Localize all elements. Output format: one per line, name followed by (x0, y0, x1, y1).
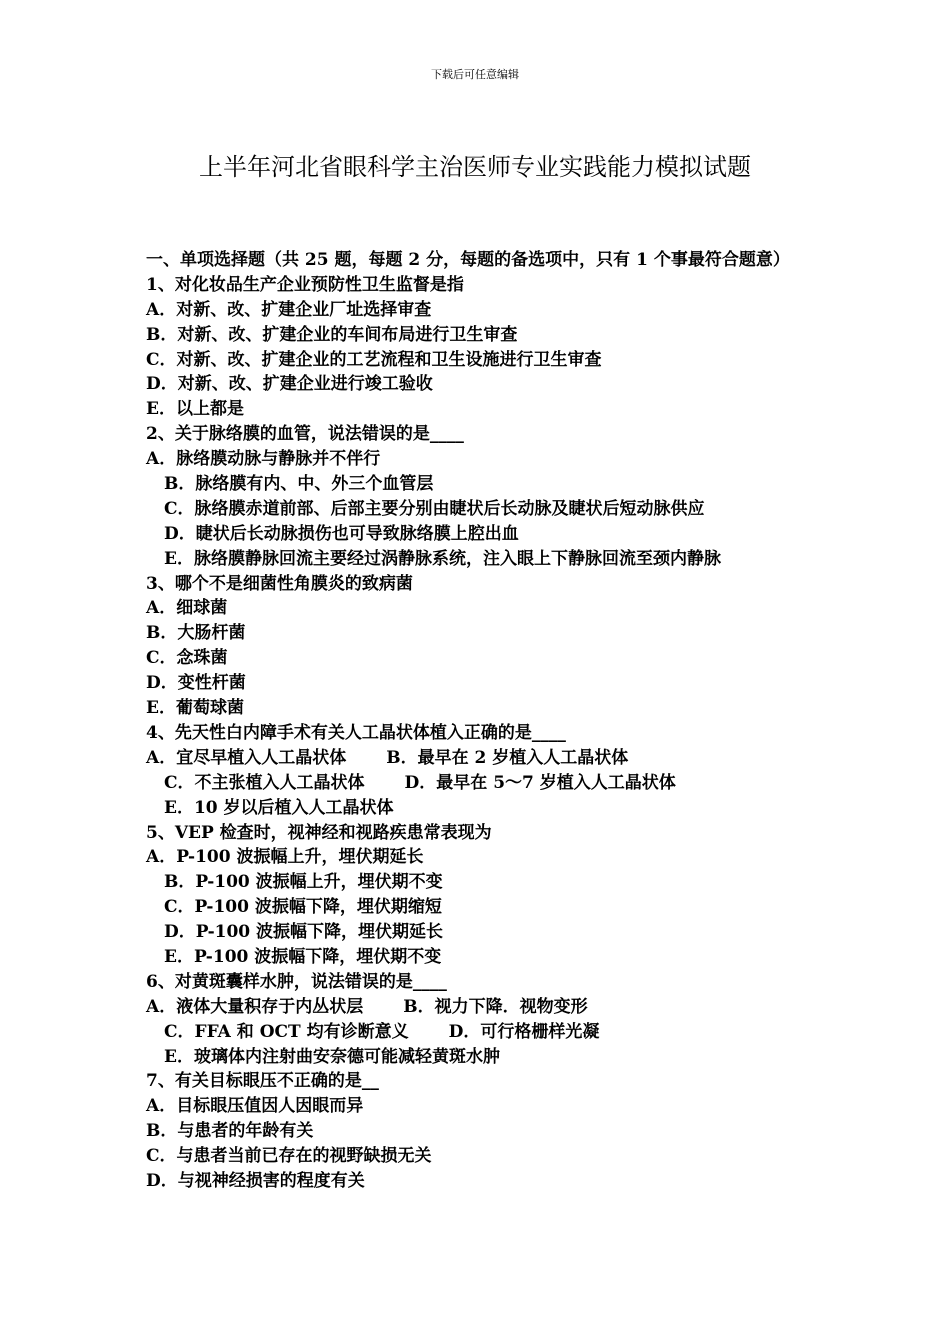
option-e: E．10 岁以后植入人工晶状体 (164, 797, 394, 818)
option-c: C．对新、改、扩建企业的工艺流程和卫生设施进行卫生审查 (146, 349, 602, 370)
document-title: 上半年河北省眼科学主治医师专业实践能力模拟试题 (199, 153, 751, 181)
option-e: E．P-100 波振幅下降，埋伏期不变 (164, 946, 442, 967)
option-d: D．与视神经损害的程度有关 (146, 1170, 365, 1191)
document-body (146, 248, 826, 1194)
option-b: B．大肠杆菌 (146, 623, 246, 644)
question-stem: 1、对化妆品生产企业预防性卫生监督是指 (146, 274, 464, 295)
option-d: D．变性杆菌 (146, 673, 246, 694)
option-a: A．细球菌 (146, 598, 228, 619)
option-c: C．念珠菌 (146, 648, 228, 669)
question-stem: 6、对黄斑囊样水肿，说法错误的是____ (146, 971, 447, 992)
option-row (146, 746, 826, 771)
option-c: C．与患者当前已存在的视野缺损无关 (146, 1146, 432, 1167)
option-d: D．对新、改、扩建企业进行竣工验收 (146, 374, 433, 395)
option-e: E．玻璃体内注射曲安奈德可能减轻黄斑水肿 (164, 1046, 500, 1067)
option-c: C．FFA 和 OCT 均有诊断意义 (164, 1021, 409, 1042)
option-b: B．脉络膜有内、中、外三个血管层 (164, 474, 434, 495)
option-e: E．以上都是 (146, 399, 244, 420)
option-a: A．对新、改、扩建企业厂址选择审查 (146, 299, 432, 320)
option-b: B．与患者的年龄有关 (146, 1121, 314, 1142)
option-b: B．视力下降．视物变形 (403, 996, 588, 1017)
option-c: C．脉络膜赤道前部、后部主要分别由睫状后长动脉及睫状后短动脉供应 (164, 498, 705, 519)
option-b: B．对新、改、扩建企业的车间布局进行卫生审查 (146, 324, 518, 345)
option-c: C．不主张植入人工晶状体 (164, 772, 365, 793)
option-a: A．P-100 波振幅上升，埋伏期延长 (146, 847, 424, 868)
question-stem: 2、关于脉络膜的血管，说法错误的是____ (146, 424, 464, 445)
header-note: 下载后可任意编辑 (431, 68, 519, 81)
question-stem: 5、VEP 检查时，视神经和视路疾患常表现为 (146, 822, 492, 843)
option-d: D．可行格栅样光凝 (448, 1021, 600, 1042)
option-d: D．睫状后长动脉损伤也可导致脉络膜上腔出血 (164, 523, 519, 544)
option-c: C．P-100 波振幅下降，埋伏期缩短 (164, 897, 442, 918)
question-stem: 7、有关目标眼压不正确的是__ (146, 1071, 379, 1092)
option-row (146, 1020, 826, 1045)
option-row (146, 995, 826, 1020)
option-row (146, 771, 826, 796)
option-d: D．最早在 5～7 岁植入人工晶状体 (404, 772, 676, 793)
question-stem: 3、哪个不是细菌性角膜炎的致病菌 (146, 573, 413, 594)
option-d: D．P-100 波振幅下降，埋伏期延长 (164, 922, 444, 943)
option-b: B．P-100 波振幅上升，埋伏期不变 (164, 872, 443, 893)
option-a: A．液体大量积存于内丛状层 (146, 996, 364, 1017)
option-e: E．脉络膜静脉回流主要经过涡静脉系统，注入眼上下静脉回流至颈内静脉 (164, 548, 721, 569)
option-a: A．目标眼压值因人因眼而异 (146, 1096, 364, 1117)
option-e: E．葡萄球菌 (146, 698, 244, 719)
option-a: A．宜尽早植入人工晶状体 (146, 747, 347, 768)
section-heading: 一、单项选择题（共 25 题，每题 2 分，每题的备选项中，只有 1 个事最符合题意） (146, 250, 790, 270)
question-stem: 4、先天性白内障手术有关人工晶状体植入正确的是____ (146, 722, 566, 743)
option-b: B．最早在 2 岁植入人工晶状体 (386, 747, 629, 768)
option-a: A．脉络膜动脉与静脉并不伴行 (146, 449, 381, 470)
